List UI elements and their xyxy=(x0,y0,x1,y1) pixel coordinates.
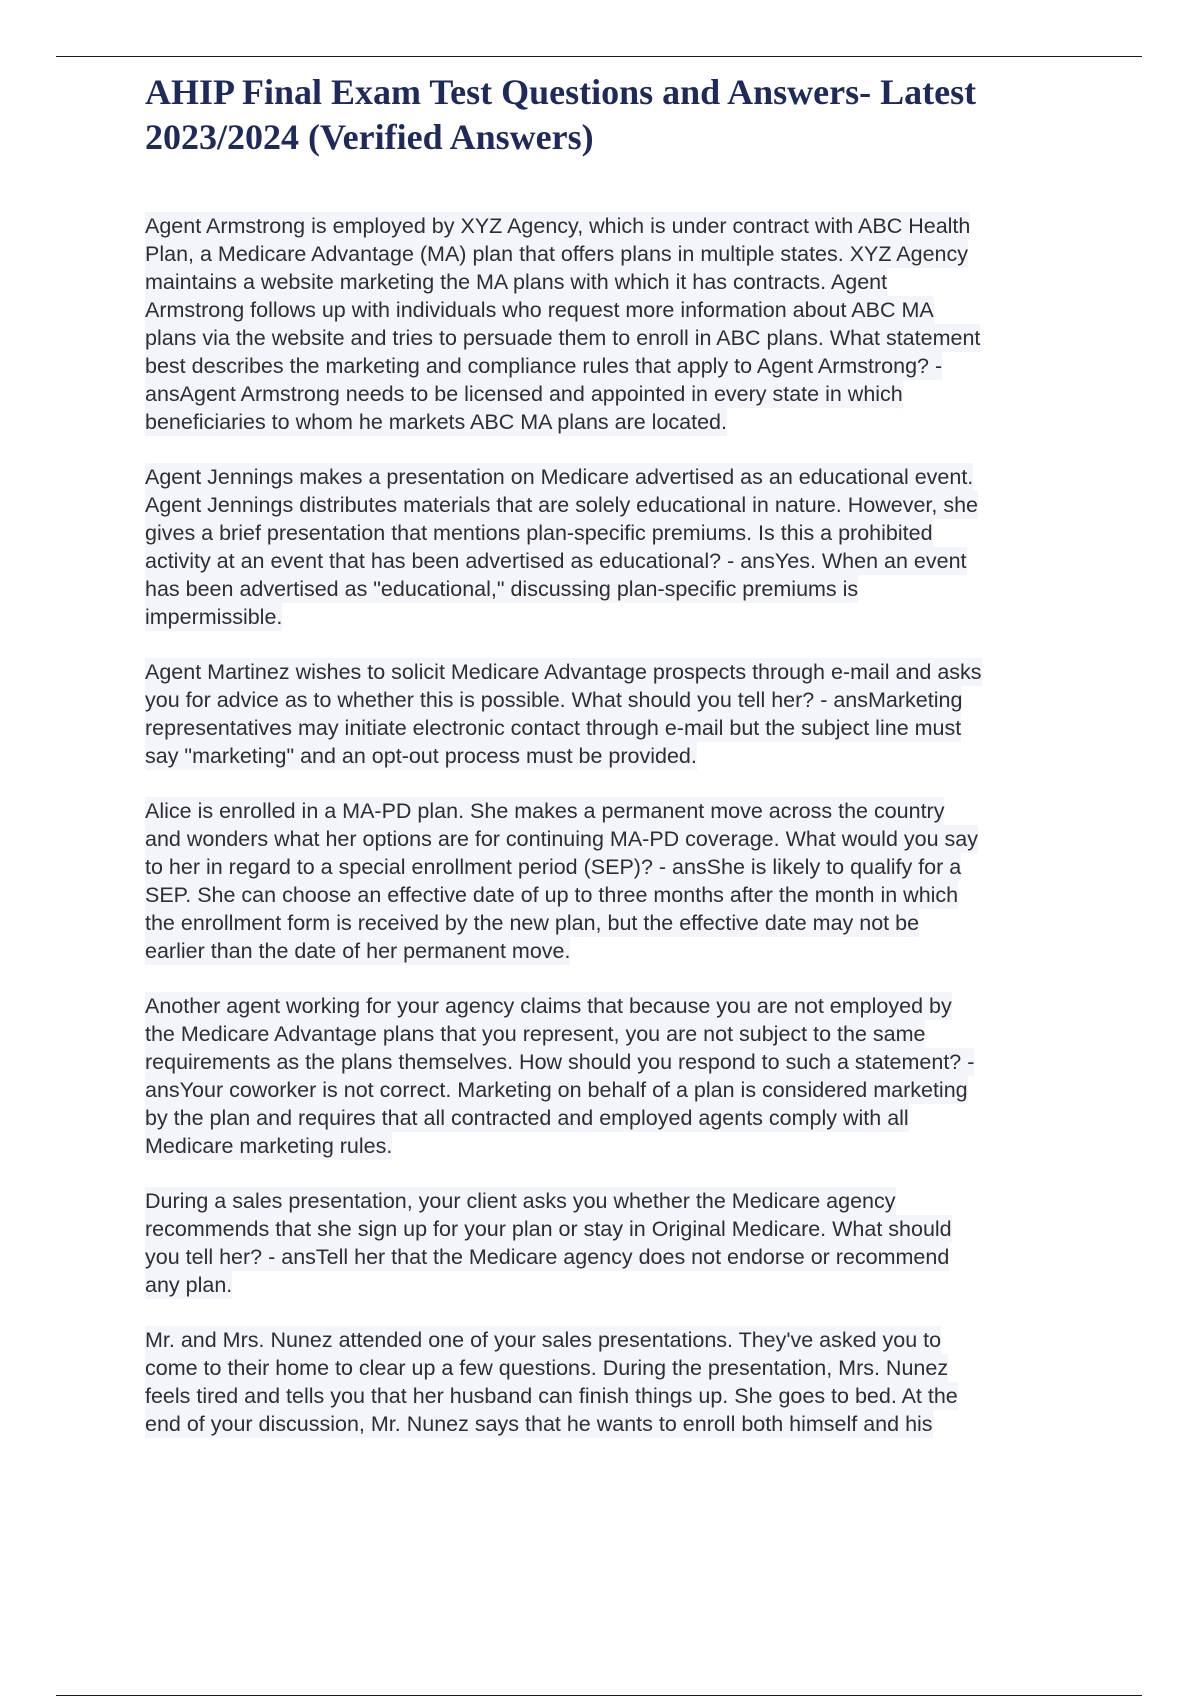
qa-line: say "marketing" and an opt-out process must be provided. xyxy=(145,744,697,768)
qa-line: Agent Armstrong is employed by XYZ Agency, which is under contract with ABC Health xyxy=(145,214,971,238)
qa-line: Medicare marketing rules. xyxy=(145,1134,393,1158)
qa-line: Agent Martinez wishes to solicit Medicare Advantage prospects through e-mail and asks xyxy=(145,660,982,684)
qa-line: plans via the website and tries to persuade them to enroll in ABC plans. What statement xyxy=(145,326,981,350)
qa-line: recommends that she sign up for your plan or stay in Original Medicare. What should xyxy=(145,1217,952,1241)
qa-line: you for advice as to whether this is possible. What should you tell her? - ansMarketing xyxy=(145,688,963,712)
qa-line: ansYour coworker is not correct. Marketing on behalf of a plan is considered marketing xyxy=(145,1078,968,1102)
qa-line: feels tired and tells you that her husband can finish things up. She goes to bed. At the xyxy=(145,1384,958,1408)
page-title xyxy=(145,70,1075,160)
qa-line: maintains a website marketing the MA plans with which it has contracts. Agent xyxy=(145,270,888,294)
qa-line: and wonders what her options are for continuing MA-PD coverage. What would you say xyxy=(145,827,978,851)
top-divider xyxy=(56,56,1142,57)
qa-line: Plan, a Medicare Advantage (MA) plan that offers plans in multiple states. XYZ Agency xyxy=(145,242,969,266)
qa-paragraph xyxy=(145,658,1090,770)
qa-paragraph xyxy=(145,1326,1090,1438)
qa-line: any plan. xyxy=(145,1273,233,1297)
qa-line: beneficiaries to whom he markets ABC MA plans are located. xyxy=(145,410,727,434)
qa-line: During a sales presentation, your client asks you whether the Medicare agency xyxy=(145,1189,896,1213)
qa-line: come to their home to clear up a few questions. During the presentation, Mrs. Nunez xyxy=(145,1356,949,1380)
qa-line: activity at an event that has been advertised as educational? - ansYes. When an event xyxy=(145,549,967,573)
qa-line: representatives may initiate electronic contact through e-mail but the subject line must xyxy=(145,716,962,740)
qa-line: requirements as the plans themselves. How should you respond to such a statement? - xyxy=(145,1050,975,1074)
qa-line: Mr. and Mrs. Nunez attended one of your sales presentations. They've asked you to xyxy=(145,1328,942,1352)
qa-line: Agent Jennings distributes materials that are solely educational in nature. However, she xyxy=(145,493,978,517)
qa-line: SEP. She can choose an effective date of up to three months after the month in which xyxy=(145,883,959,907)
qa-line: best describes the marketing and compliance rules that apply to Agent Armstrong? - xyxy=(145,354,943,378)
qa-line: Armstrong follows up with individuals who request more information about ABC MA xyxy=(145,298,934,322)
qa-paragraph xyxy=(145,212,1090,436)
bottom-divider xyxy=(56,1695,1142,1696)
qa-paragraph xyxy=(145,463,1090,631)
qa-line: earlier than the date of her permanent move. xyxy=(145,939,571,963)
qa-line: gives a brief presentation that mentions plan-specific premiums. Is this a prohibited xyxy=(145,521,933,545)
qa-list xyxy=(145,212,1090,1465)
title-line: 2023/2024 (Verified Answers) xyxy=(145,117,594,157)
qa-line: Alice is enrolled in a MA-PD plan. She makes a permanent move across the country xyxy=(145,799,945,823)
qa-line: Agent Jennings makes a presentation on Medicare advertised as an educational event. xyxy=(145,465,974,489)
qa-line: end of your discussion, Mr. Nunez says that he wants to enroll both himself and his xyxy=(145,1412,933,1436)
qa-paragraph xyxy=(145,797,1090,965)
qa-paragraph xyxy=(145,1187,1090,1299)
qa-line: by the plan and requires that all contracted and employed agents comply with all xyxy=(145,1106,909,1130)
qa-line: Another agent working for your agency claims that because you are not employed by xyxy=(145,994,952,1018)
qa-line: the enrollment form is received by the new plan, but the effective date may not be xyxy=(145,911,920,935)
qa-line: you tell her? - ansTell her that the Medicare agency does not endorse or recommend xyxy=(145,1245,950,1269)
qa-line: ansAgent Armstrong needs to be licensed and appointed in every state in which xyxy=(145,382,903,406)
title-line: AHIP Final Exam Test Questions and Answers- Latest xyxy=(145,72,977,112)
qa-line: has been advertised as "educational," discussing plan-specific premiums is xyxy=(145,577,859,601)
qa-paragraph xyxy=(145,992,1090,1160)
qa-line: the Medicare Advantage plans that you represent, you are not subject to the same xyxy=(145,1022,926,1046)
qa-line: to her in regard to a special enrollment period (SEP)? - ansShe is likely to qualify for a xyxy=(145,855,962,879)
qa-line: impermissible. xyxy=(145,605,283,629)
